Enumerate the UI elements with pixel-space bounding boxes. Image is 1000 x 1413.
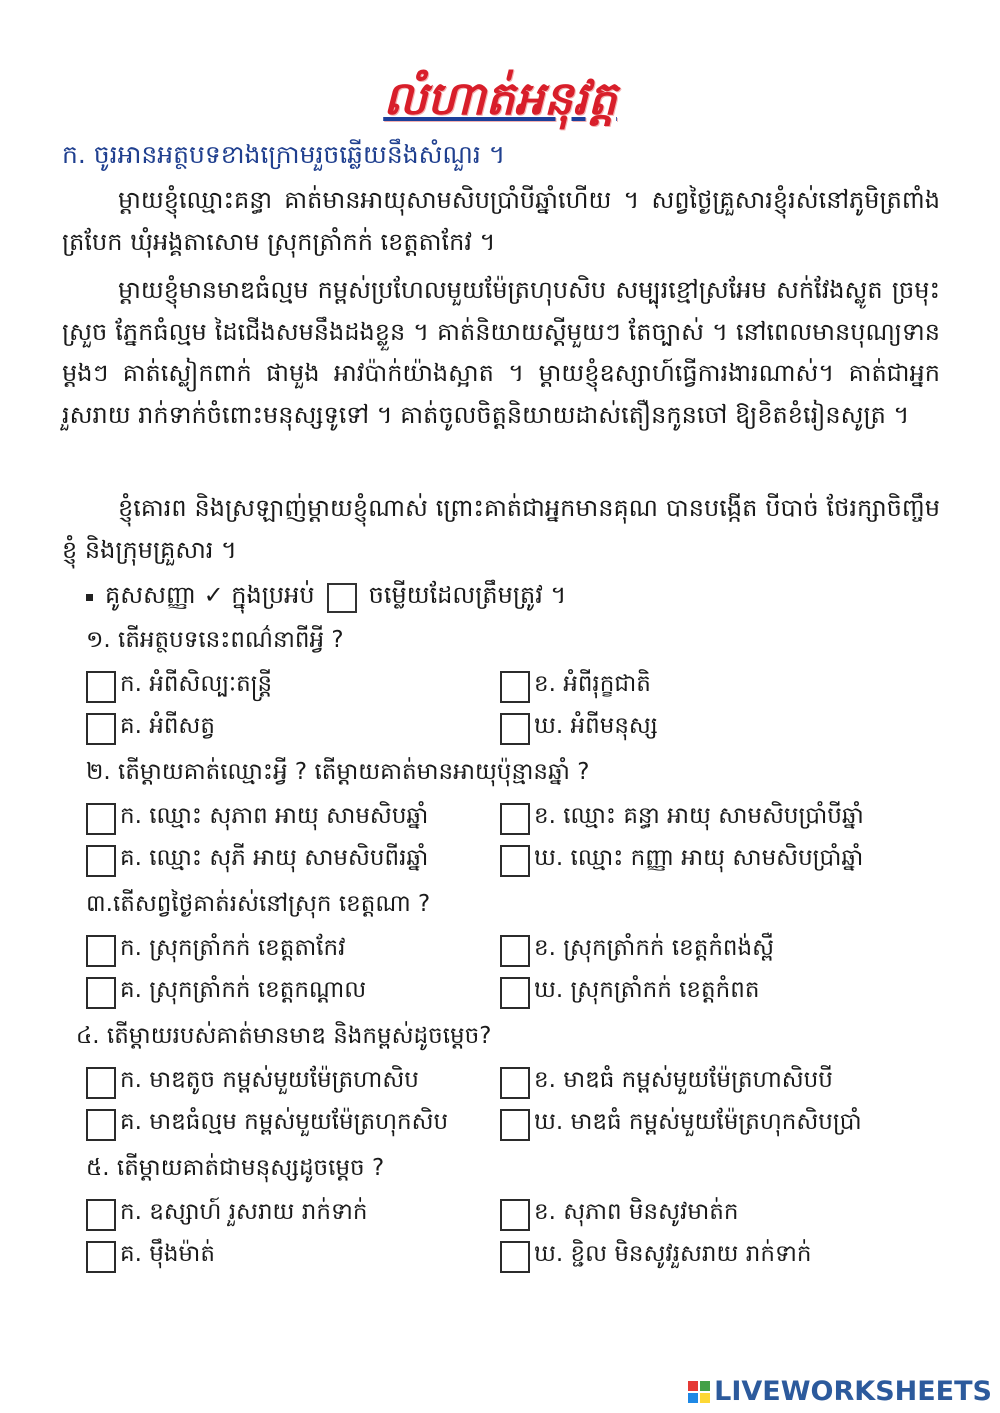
tick-instruction (86, 580, 566, 615)
q4-option-c[interactable] (86, 1108, 448, 1141)
question-1: ១. តើអត្ថបទនេះពណ៌នាពីអ្វី ? (86, 627, 344, 653)
q4-option-b[interactable] (500, 1066, 833, 1099)
option-label: ខ. អំពីរុក្ខជាតិ (534, 671, 651, 697)
q5-option-a[interactable] (86, 1198, 367, 1231)
option-label: ខ. សុភាព មិនសូវមាត់ក (534, 1199, 739, 1225)
reading-instruction: ក. ចូរអានអត្ថបទខាងក្រោមរួចឆ្លើយនឹងសំណួរ ។ (62, 140, 506, 169)
answer-checkbox[interactable] (86, 845, 116, 877)
worksheet-title: លំហាត់អនុវត្ត (383, 71, 617, 125)
q3-option-c[interactable] (86, 976, 366, 1009)
example-checkbox (327, 583, 357, 613)
q3-option-b[interactable] (500, 934, 774, 967)
answer-checkbox[interactable] (500, 845, 530, 877)
answer-checkbox[interactable] (86, 1067, 116, 1099)
answer-checkbox[interactable] (86, 1241, 116, 1273)
q3-option-d[interactable] (500, 976, 759, 1009)
q1-option-b[interactable] (500, 670, 651, 703)
option-label: ឃ. ស្រុកត្រាំកក់ ខេត្តកំពត (534, 977, 760, 1003)
question-5: ៥. តើម្តាយគាត់ជាមនុស្សដូចម្តេច ? (86, 1155, 385, 1181)
answer-checkbox[interactable] (500, 1241, 530, 1273)
answer-checkbox[interactable] (86, 977, 116, 1009)
q3-option-a[interactable] (86, 934, 345, 967)
option-label: ខ. មាឌធំ កម្ពស់មួយម៉ែត្រហាសិបបី (534, 1067, 833, 1093)
option-label: គ. អំពីសត្វ (120, 713, 215, 739)
answer-checkbox[interactable] (86, 713, 116, 745)
question-4: ៤. តើម្តាយរបស់គាត់មានមាឌ និងកម្ពស់ដូចម្តេច? (76, 1023, 492, 1049)
q5-option-c[interactable] (86, 1240, 215, 1273)
answer-checkbox[interactable] (86, 1109, 116, 1141)
answer-checkbox[interactable] (500, 977, 530, 1009)
option-label: ខ. ស្រុកត្រាំកក់ ខេត្តកំពង់ស្ពឺ (534, 935, 775, 961)
option-label: ក. អំពីសិល្បៈតន្ត្រី (120, 671, 273, 697)
q5-option-b[interactable] (500, 1198, 738, 1231)
answer-checkbox[interactable] (500, 1109, 530, 1141)
q2-option-a[interactable] (86, 802, 428, 835)
q2-option-b[interactable] (500, 802, 864, 835)
option-label: គ. មាឌធំល្មម កម្ពស់មួយម៉ែត្រហុកសិប (120, 1109, 449, 1135)
q1-option-a[interactable] (86, 670, 272, 703)
answer-checkbox[interactable] (86, 671, 116, 703)
q4-option-d[interactable] (500, 1108, 862, 1141)
bullet-icon (86, 594, 93, 601)
answer-checkbox[interactable] (86, 935, 116, 967)
answer-checkbox[interactable] (86, 1199, 116, 1231)
option-label: ឃ. ឈ្មោះ កញ្ញា អាយុ សាមសិបប្រាំឆ្នាំ (534, 845, 864, 871)
option-label: ឃ. ខ្ជិល មិនសូវរួសរាយ រាក់ទាក់ (534, 1241, 812, 1267)
option-label: គ. ឈ្មោះ សុភី អាយុ សាមសិបពីរឆ្នាំ (120, 845, 429, 871)
logo-icon (688, 1381, 710, 1403)
answer-checkbox[interactable] (500, 713, 530, 745)
option-label: ក. ឈ្មោះ សុភាព អាយុ សាមសិបឆ្នាំ (120, 803, 429, 829)
option-label: ក. ឧស្សាហ៍ រួសរាយ រាក់ទាក់ (120, 1199, 368, 1225)
option-label: ក. ស្រុកត្រាំកក់ ខេត្តតាកែវ (120, 935, 346, 961)
option-label: គ. មុឹងម៉ាត់ (120, 1241, 215, 1267)
q4-option-a[interactable] (86, 1066, 419, 1099)
option-label: ឃ. អំពីមនុស្ស (534, 713, 658, 739)
passage-paragraph-1: ម្តាយខ្ញុំឈ្មោះគន្ធា គាត់មានអាយុសាមសិបប្រាំបីឆ្នាំហើយ ។ សព្វថ្ងៃគ្រួសារខ្ញុំរស់នៅភូមិត្រពាំងត្របែក ឃុំអង្គតាសោម ស្រុកត្រាំកក់ ខេត្តតាកែវ ។ (62, 186, 940, 256)
q1-option-c[interactable] (86, 712, 215, 745)
tick-instruction-after: ចម្លើយដែលត្រឹមត្រូវ ។ (368, 581, 567, 609)
option-label: ក. មាឌតូច កម្ពស់មួយម៉ែត្រហាសិប (120, 1067, 419, 1093)
answer-checkbox[interactable] (500, 1067, 530, 1099)
answer-checkbox[interactable] (86, 803, 116, 835)
tick-instruction-before: គូសសញ្ញា ✓ ក្នុងប្រអប់ (105, 581, 315, 609)
passage-paragraph-3: ខ្ញុំគោរព និងស្រឡាញ់ម្តាយខ្ញុំណាស់ ព្រោះគាត់ជាអ្នកមានគុណ បានបង្កើត បីបាច់ ថែរក្សាចិញ្ចឹមខ្ញុំ និងក្រុមគ្រួសារ ។ (62, 494, 940, 564)
option-label: ខ. ឈ្មោះ គន្ធា អាយុ សាមសិបប្រាំបីឆ្នាំ (534, 803, 864, 829)
option-label: ឃ. មាឌធំ កម្ពស់មួយម៉ែត្រហុកសិបប្រាំ (534, 1109, 862, 1135)
q2-option-c[interactable] (86, 844, 428, 877)
liveworksheets-logo (688, 1376, 992, 1407)
answer-checkbox[interactable] (500, 803, 530, 835)
q2-option-d[interactable] (500, 844, 863, 877)
logo-text: LIVEWORKSHEETS (714, 1376, 992, 1407)
answer-checkbox[interactable] (500, 935, 530, 967)
answer-checkbox[interactable] (500, 671, 530, 703)
question-3: ៣.តើសព្វថ្ងៃគាត់រស់នៅស្រុក ខេត្តណា ? (86, 891, 431, 917)
question-2: ២. តើម្តាយគាត់ឈ្មោះអ្វី ? តើម្តាយគាត់មានអាយុប៉ុន្មានឆ្នាំ ? (86, 759, 590, 785)
q1-option-d[interactable] (500, 712, 658, 745)
q5-option-d[interactable] (500, 1240, 811, 1273)
passage-paragraph-2: ម្តាយខ្ញុំមានមាឌធំល្មម កម្ពស់ប្រហែលមួយម៉ែត្រហុបសិប សម្បុរខ្មៅស្រអែម សក់វែងស្លូត ច្រមុះស្រួច ភ្នែកធំល្មម ដៃជើងសមនឹងដងខ្លួន ។ គាត់និយាយស្តីមួយៗ តែច្បាស់ ។ នៅពេលមានបុណ្យទានម្តងៗ គាត់ស្លៀកពាក់ ផាមួង អាវប៉ាក់យ៉ាងស្អាត ។ ម្តាយខ្ញុំឧស្សាហ៍ធ្វើការងារណាស់។ គាត់ជាអ្នករួសរាយ រាក់ទាក់ចំពោះមនុស្សទូទៅ ។ គាត់ចូលចិត្តនិយាយដាស់តឿនកូនចៅ ឱ្យខិតខំរៀនសូត្រ ។ (62, 276, 940, 429)
option-label: គ. ស្រុកត្រាំកក់ ខេត្តកណ្តាល (120, 977, 367, 1003)
answer-checkbox[interactable] (500, 1199, 530, 1231)
